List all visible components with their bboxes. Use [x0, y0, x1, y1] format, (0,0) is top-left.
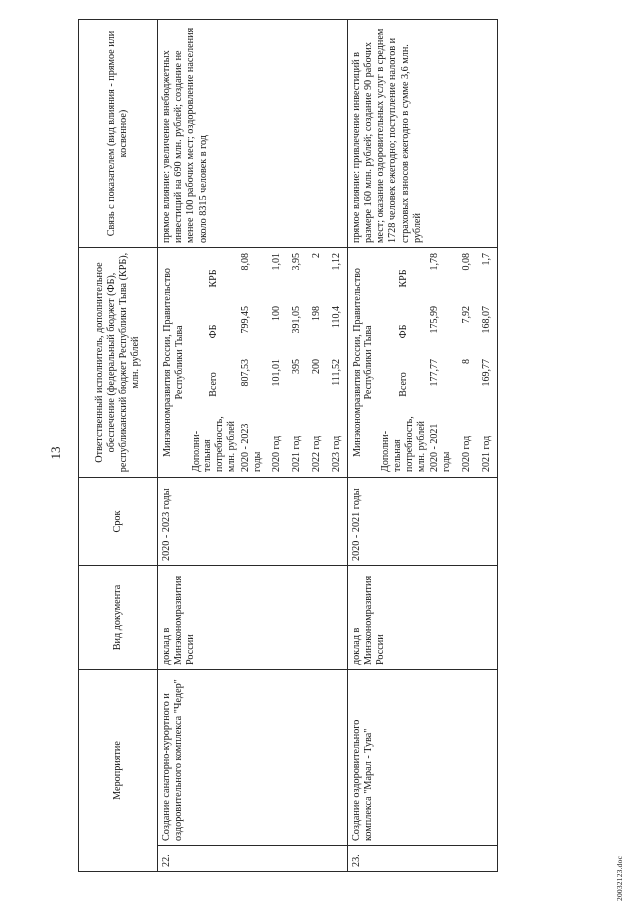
finance-fb: 391,05: [291, 306, 303, 334]
header-executor: Ответственный исполнитель, дополнительное обеспечение (федеральный бюджет (ФБ), республиканский бюджет Республики Тыва (КРБ), млн. рублей: [79, 248, 158, 478]
table-header-row: [79, 20, 158, 872]
table-row: [158, 20, 348, 872]
finance-period: 2020 год: [460, 435, 472, 472]
doc-type: доклад в Минэкономразвития России: [347, 566, 497, 670]
finance-total: 395: [291, 359, 303, 374]
indicator-link: прямое влияние: увеличение внебюджетных инвестиций на 690 млн. рублей; создание не менее 100 рабочих мест; оздоровление населения около 8315 человек в год: [158, 20, 348, 248]
finance-fb: 7,92: [460, 306, 472, 324]
finance-total: 8: [460, 359, 472, 364]
finance-fb: 799,45: [239, 306, 251, 334]
col-total-label: Всего: [397, 372, 409, 397]
finance-period: 2022 год: [310, 435, 322, 472]
page-number: 13: [48, 446, 63, 460]
finance-period: 2020 - 2023 годы: [239, 423, 263, 472]
need-label: Дополни- тельная потребность, млн. рублей: [380, 416, 427, 472]
finance-krb: 1,12: [330, 253, 342, 271]
finance-table: [161, 252, 344, 473]
finance-total: 111,52: [330, 359, 342, 386]
executor-cell: [158, 248, 348, 478]
doc-type: доклад в Минэкономразвития России: [158, 566, 348, 670]
finance-total: 200: [310, 359, 322, 374]
finance-krb: 1,78: [429, 253, 441, 271]
finance-period: 2023 год: [330, 435, 342, 472]
finance-period: 2021 год: [291, 435, 303, 472]
finance-fb: 175,99: [429, 306, 441, 334]
finance-fb: 100: [271, 306, 283, 321]
finance-krb: 1,7: [480, 253, 492, 266]
col-fb-label: ФБ: [397, 324, 409, 339]
finance-total: 169,77: [480, 359, 492, 387]
header-term: Срок: [79, 478, 158, 566]
finance-krb: 0,08: [460, 253, 472, 271]
finance-fb: 110,4: [330, 306, 342, 329]
finance-period: 2020 - 2021 годы: [429, 423, 453, 472]
finance-krb: 3,95: [291, 253, 303, 271]
executor-name: Минэкономразвития России, Правительство Республики Тыва: [351, 268, 375, 457]
indicator-link: прямое влияние: привлечение инвестиций в размере 160 млн. рублей; создание 90 рабочих мест; оказание оздоровительных услуг в среднем 1728 человек ежегодно; поступление налогов и страховых взносов ежегодно в сумме 3,6 млн. рублей: [347, 20, 497, 248]
header-event: Мероприятие: [79, 670, 158, 872]
need-label: Дополни- тельная потребность, млн. рублей: [190, 416, 237, 472]
term: 2020 - 2021 годы: [347, 478, 497, 566]
finance-krb: 1,01: [271, 253, 283, 271]
header-link: Связь с показателем (вид влияния - прямое или косвенное): [79, 20, 158, 248]
measures-table: [78, 19, 498, 872]
col-fb-label: ФБ: [208, 324, 220, 339]
row-number: 23.: [347, 846, 497, 872]
executor-name: Минэкономразвития России, Правительство Республики Тыва: [162, 268, 185, 457]
finance-krb: 8,08: [239, 253, 251, 271]
finance-total: 101,01: [271, 359, 283, 387]
col-total-label: Всего: [208, 372, 220, 397]
col-krb-label: КРБ: [397, 269, 409, 288]
executor-cell: [347, 248, 497, 478]
header-doc-type: Вид документа: [79, 566, 158, 670]
event-name: Создание санаторно-курортного и оздоровительного комплекса "Чедер": [158, 670, 348, 846]
col-krb-label: КРБ: [208, 269, 220, 288]
document-id: 20032123.doc: [615, 855, 624, 901]
finance-table: [351, 252, 494, 473]
event-name: Создание оздоровительного комплекса "Марал - Тува": [347, 670, 497, 846]
finance-fb: 168,07: [480, 306, 492, 334]
finance-total: 807,53: [239, 359, 251, 387]
finance-period: 2020 год: [271, 435, 283, 472]
finance-total: 177,77: [429, 359, 441, 387]
finance-period: 2021 год: [480, 435, 492, 472]
finance-fb: 198: [310, 306, 322, 321]
table-row: [347, 20, 497, 872]
finance-krb: 2: [310, 253, 322, 258]
term: 2020 - 2023 годы: [158, 478, 348, 566]
row-number: 22.: [158, 846, 348, 872]
